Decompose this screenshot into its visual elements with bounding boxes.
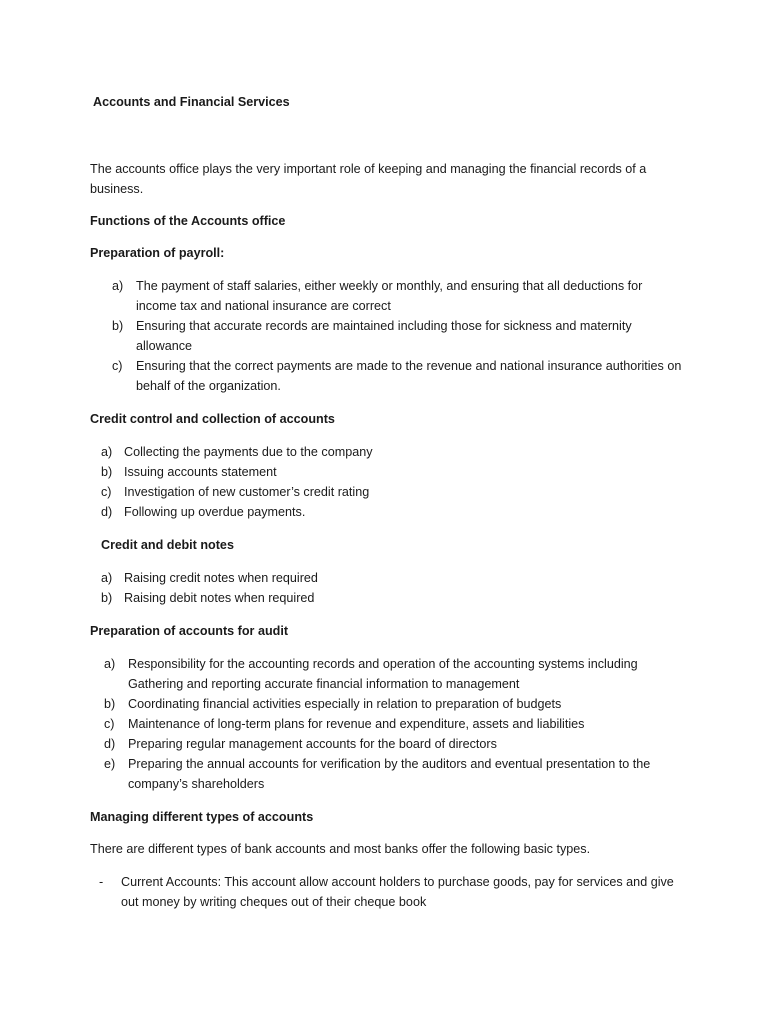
list-item: [101, 502, 661, 522]
list-item-text: Raising debit notes when required: [124, 591, 315, 605]
list-item-text: Preparing regular management accounts for the board of directors: [128, 737, 497, 751]
list-item: [104, 734, 674, 754]
credit-debit-list: [101, 568, 661, 608]
audit-heading: Preparation of accounts for audit: [90, 624, 289, 638]
list-item: [104, 714, 674, 734]
credit-debit-heading: Credit and debit notes: [101, 538, 234, 552]
list-item: [101, 588, 661, 608]
list-marker: b): [104, 697, 116, 711]
list-item: [101, 482, 661, 502]
list-item-text: Raising credit notes when required: [124, 571, 318, 585]
list-item-text: The payment of staff salaries, either weekly or monthly, and ensuring that all deductions for income tax and national insurance are correct: [136, 279, 643, 313]
list-marker: d): [104, 737, 116, 751]
list-item: [104, 754, 674, 794]
list-item: [101, 442, 661, 462]
list-marker: d): [101, 505, 113, 519]
list-item-text: Ensuring that accurate records are maintained including those for sickness and maternity allowance: [136, 319, 632, 353]
account-types-intro: There are different types of bank accounts and most banks offer the following basic types.: [90, 842, 591, 856]
list-item-text: Maintenance of long-term plans for revenue and expenditure, assets and liabilities: [128, 717, 585, 731]
payroll-heading: Preparation of payroll:: [90, 246, 225, 260]
intro-paragraph: The accounts office plays the very important role of keeping and managing the financial records of a business.: [90, 162, 647, 196]
list-item: [101, 568, 661, 588]
list-marker: b): [101, 591, 113, 605]
list-marker: e): [104, 757, 116, 771]
list-marker: a): [104, 657, 116, 671]
list-item-text: Responsibility for the accounting records and operation of the accounting systems including Gathering and reporting accurate financial information to management: [128, 657, 638, 691]
account-types-heading: Managing different types of accounts: [90, 810, 314, 824]
account-types-list: [99, 872, 679, 912]
list-marker: b): [112, 319, 124, 333]
list-item: [104, 654, 674, 694]
list-item-text: Ensuring that the correct payments are made to the revenue and national insurance authorities on behalf of the organization.: [136, 359, 682, 393]
functions-heading: Functions of the Accounts office: [90, 214, 286, 228]
list-item-text: Current Accounts: This account allow account holders to purchase goods, pay for services and give out money by writing cheques out of their cheque book: [121, 875, 674, 909]
list-item: [112, 316, 682, 356]
list-item-text: Coordinating financial activities especially in relation to preparation of budgets: [128, 697, 562, 711]
list-item-text: Following up overdue payments.: [124, 505, 306, 519]
list-item: [104, 694, 674, 714]
list-marker: c): [104, 717, 115, 731]
list-item-text: Investigation of new customer’s credit rating: [124, 485, 370, 499]
list-item: [101, 462, 661, 482]
audit-list: [104, 654, 674, 794]
list-marker: a): [101, 445, 113, 459]
credit-control-list: [101, 442, 661, 522]
list-item: [112, 356, 682, 396]
list-item: [112, 276, 682, 316]
list-item-text: Preparing the annual accounts for verification by the auditors and eventual presentation to the company’s shareholders: [128, 757, 651, 791]
payroll-list: [112, 276, 682, 396]
list-marker: c): [112, 359, 123, 373]
list-marker: -: [99, 875, 104, 889]
document-title: Accounts and Financial Services: [93, 95, 290, 109]
list-marker: a): [101, 571, 113, 585]
credit-control-heading: Credit control and collection of accounts: [90, 412, 335, 426]
list-item-text: Collecting the payments due to the company: [124, 445, 373, 459]
list-marker: b): [101, 465, 113, 479]
list-marker: a): [112, 279, 124, 293]
list-item-text: Issuing accounts statement: [124, 465, 277, 479]
list-marker: c): [101, 485, 112, 499]
list-item: [99, 872, 679, 912]
